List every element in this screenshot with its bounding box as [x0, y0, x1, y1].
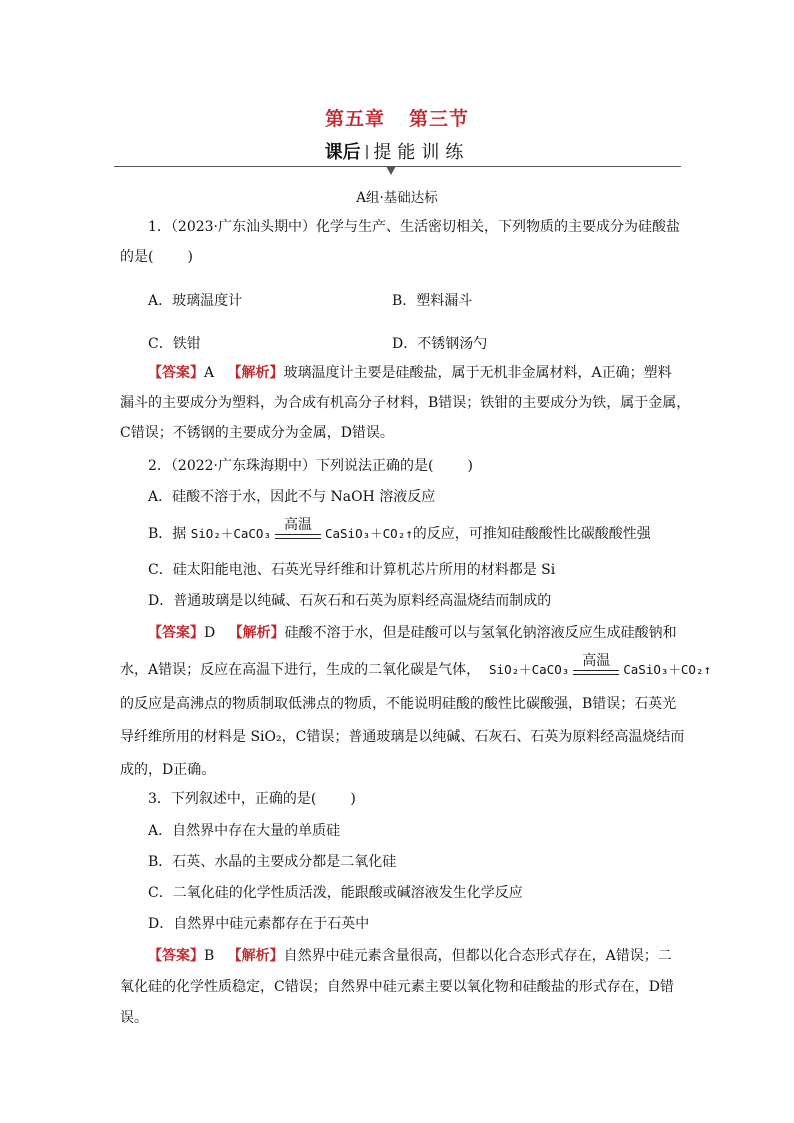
- q3-option-d: D．自然界中硅元素都存在于石英中: [148, 916, 370, 932]
- q2-stem: [148, 456, 714, 476]
- condition-label: 高温: [582, 653, 611, 669]
- q3-stem-text: 3．下列叙述中，正确的是(: [148, 791, 317, 807]
- q2-stem-text: 2．（2022·广东珠海期中）下列说法正确的是(: [148, 458, 434, 474]
- subtitle-light: 提能训练: [373, 142, 470, 163]
- q3-stem-close: ): [350, 791, 356, 807]
- subtitle-divider: |: [364, 144, 370, 160]
- q1-option-a: A．玻璃温度计: [148, 293, 243, 309]
- q1-analysis-line2: 漏斗的主要成分为塑料，为合成有机高分子材料，B错误；铁钳的主要成分为铁，属于金属，: [120, 395, 691, 411]
- analysis-tag: 【解析】: [227, 365, 284, 381]
- q3-option-c: C．二氧化硅的化学性质活泼，能跟酸或碱溶液发生化学反应: [148, 885, 523, 901]
- page-subtitle: [0, 138, 794, 164]
- q2-option-b-reactants: SiO₂＋CaCO₃: [190, 526, 271, 541]
- q2-option-b: [148, 517, 714, 544]
- q2-option-b-prefix: B．据: [148, 526, 187, 542]
- q2-analysis-line5: 成的，D正确。: [120, 762, 216, 778]
- answer-tag: 【答案】: [148, 365, 204, 381]
- q3-analysis-line2: 氧化硅的化学性质稳定，C错误；自然界中硅元素主要以氧化物和硅酸盐的形式存在，D错: [120, 979, 674, 995]
- group-title: A组·基础达标: [356, 190, 438, 206]
- q1-analysis-line1: [148, 363, 714, 383]
- header-rule-marker: [386, 166, 396, 175]
- analysis-text: 玻璃温度计主要是硅酸盐，属于无机非金属材料，A正确；塑料: [283, 365, 672, 381]
- q1-stem-line1: 1．（2023·广东汕头期中）化学与生产、生活密切相关，下列物质的主要成分为硅酸盐: [148, 219, 680, 235]
- q2-analysis-line3: 的反应是高沸点的物质制取低沸点的物质，不能说明硅酸的酸性比碳酸强，B错误；石英光: [120, 696, 677, 712]
- q1-analysis-line3: C错误；不锈钢的主要成分为金属，D错误。: [120, 425, 394, 441]
- analysis-text: 自然界中硅元素含量很高，但都以化合态形式存在，A错误；二: [283, 948, 672, 964]
- q1-option-c: C．铁钳: [148, 336, 201, 352]
- equation-bar-bottom: [573, 674, 619, 675]
- analysis-tag: 【解析】: [227, 948, 284, 964]
- chapter-heading: [0, 104, 794, 131]
- answer-letter: D: [204, 625, 216, 641]
- q3-analysis-line3: 误。: [120, 1010, 148, 1026]
- chapter-label: 第五章: [324, 108, 385, 130]
- equation-products: CaSiO₃＋CO₂↑: [623, 662, 712, 677]
- q3-stem: [148, 789, 714, 809]
- reaction-condition: [573, 653, 619, 680]
- q3-analysis-line1: [148, 946, 714, 966]
- q2-analysis-line2: [120, 653, 712, 680]
- q3-option-b: B．石英、水晶的主要成分都是二氧化硅: [148, 854, 397, 870]
- answer-letter: A: [204, 365, 215, 381]
- q2-analysis-line4: 导纤维所用的材料是 SiO₂，C错误；普通玻璃是以纯碱、石灰石、石英为原料经高温烧结而: [120, 729, 685, 745]
- q2-option-a: A．硅酸不溶于水，因此不与 NaOH 溶液反应: [148, 489, 436, 505]
- q2-option-b-products: CaSiO₃＋CO₂↑: [324, 526, 413, 541]
- q1-stem-line2: [120, 247, 686, 267]
- analysis-text: 硅酸不溶于水，但是硅酸可以与氢氧化钠溶液反应生成硅酸钠和: [284, 625, 677, 641]
- q2-option-b-suffix: 的反应，可推知硅酸酸性比碳酸酸性强: [412, 526, 651, 542]
- equation-reactants: SiO₂＋CaCO₃: [489, 662, 570, 677]
- answer-letter: B: [204, 948, 215, 964]
- section-label: 第三节: [409, 108, 470, 130]
- subtitle-bold: 课后: [324, 142, 361, 163]
- q1-option-b: B．塑料漏斗: [392, 293, 473, 309]
- reaction-condition: [275, 517, 321, 544]
- condition-label: 高温: [283, 517, 312, 533]
- q1-option-d: D．不锈钢汤勺: [392, 336, 488, 352]
- q3-option-a: A．自然界中存在大量的单质硅: [148, 823, 341, 839]
- analysis-tag: 【解析】: [228, 625, 285, 641]
- answer-tag: 【答案】: [148, 625, 204, 641]
- analysis-text: 水，A错误；反应在高温下进行，生成的二氧化碳是气体，: [120, 662, 481, 678]
- q2-option-c: C．硅太阳能电池、石英光导纤维和计算机芯片所用的材料都是 Si: [148, 562, 556, 578]
- equation-bar-bottom: [275, 538, 321, 539]
- q1-stem-text: 的是(: [120, 249, 154, 265]
- q1-stem-close: ): [187, 249, 193, 265]
- equation-bar-top: [275, 534, 321, 535]
- answer-tag: 【答案】: [148, 948, 204, 964]
- equation-bar-top: [573, 670, 619, 671]
- q2-option-d: D．普通玻璃是以纯碱、石灰石和石英为原料经高温烧结而制成的: [148, 593, 552, 609]
- header-rule: [114, 166, 681, 167]
- q2-analysis-line1: [148, 623, 714, 643]
- q2-stem-close: ): [467, 458, 473, 474]
